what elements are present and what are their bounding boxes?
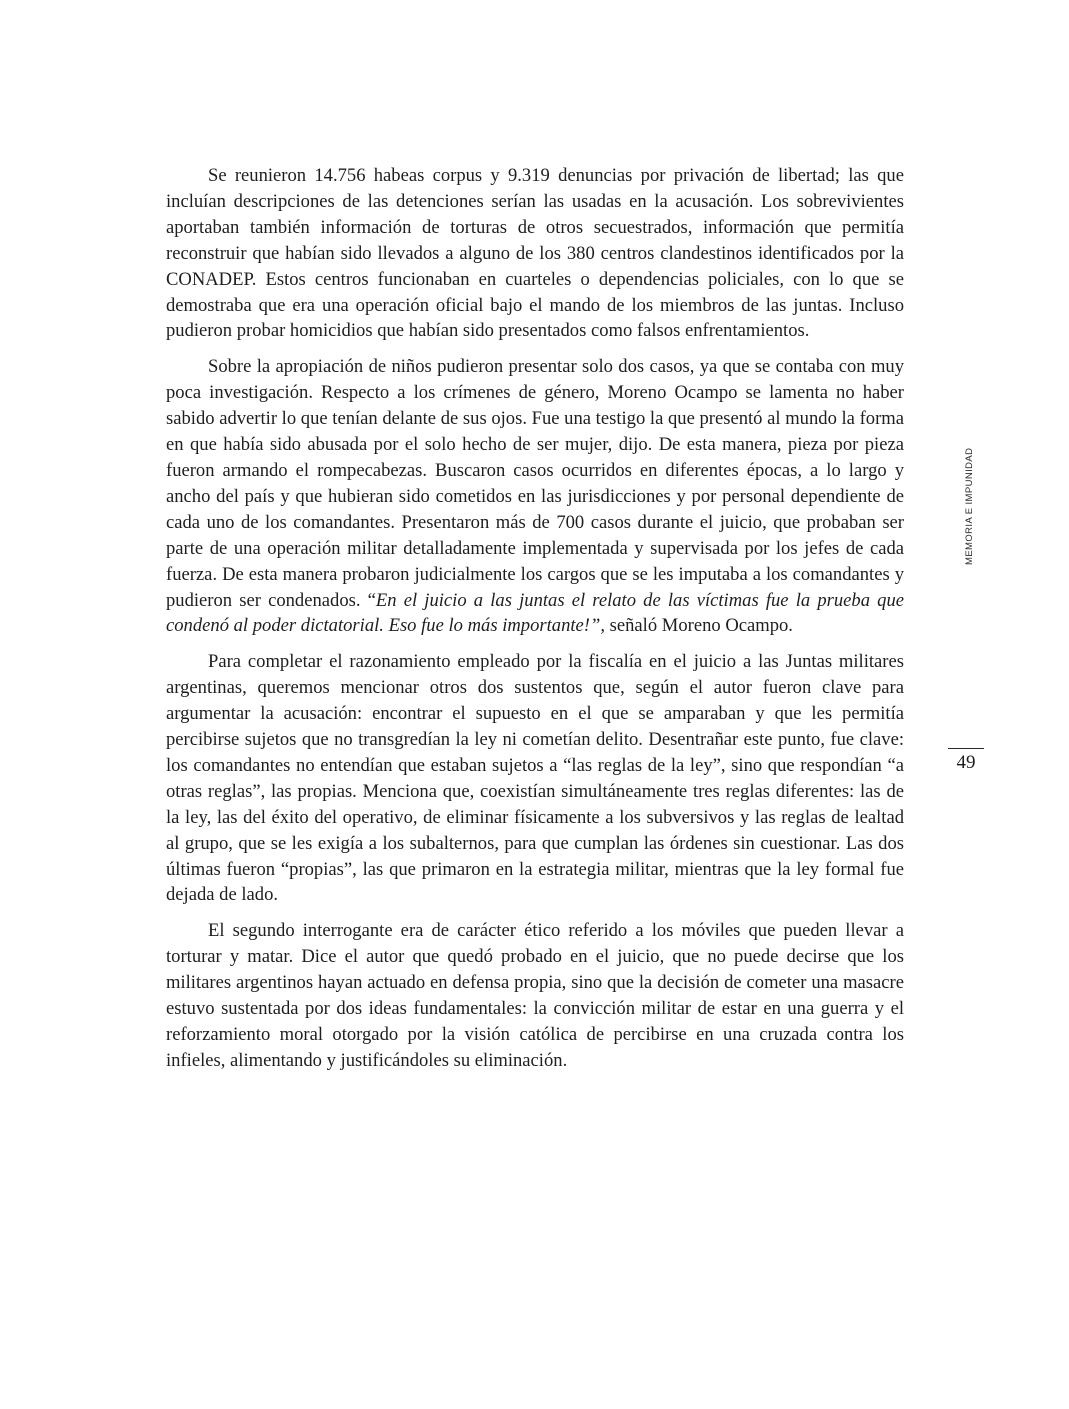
paragraph-2-quote: En el juicio a las juntas el relato de las víctimas fue la prueba que condenó al poder dictatorial. Eso fue lo más importante!”, (166, 589, 904, 637)
paragraph-3-text: Para completar el razonamiento empleado por la fiscalía en el juicio a las Juntas militares argentinas, queremos mencionar otros dos sustentos que, según el autor fueron clave para argumentar la acusación: encontrar el supuesto en el que se amparaban y que les permitía percibirse sujetos que no transgredían la ley ni cometían delito. Desentrañar este punto, fue clave: los comandantes no entendían que estaban sujetos a “las reglas de la ley”, sino que respondían “a otras reglas”, las propias. Menciona que, coexistían simultáneamente tres reglas diferentes: las de la ley, las del éxito del operativo, de eliminar físicamente a los subversivos y las reglas de lealtad al grupo, que se les exigía a los subalternos, para que cumplan las órdenes sin cuestionar. Las dos últimas fueron “propias”, las que primaron en la estrategia militar, mientras que la ley formal fue dejada de lado. (166, 651, 904, 906)
paragraph-2 (166, 354, 904, 639)
body-text (166, 163, 904, 1074)
paragraph-1-text: Se reunieron 14.756 habeas corpus y 9.319 denuncias por privación de libertad; las que incluían descripciones de las detenciones serían las usadas en la acusación. Los sobrevivientes aportaban también información de torturas de otros secuestrados, información que permitía reconstruir que habían sido llevados a alguno de los 380 centros clandestinos identificados por la CONADEP. Estos centros funcionaban en cuarteles o dependencias policiales, con lo que se demostraba que era una operación oficial bajo el mando de los miembros de las juntas. Incluso pudieron probar homicidios que habían sido presentados como falsos enfrentamientos. (166, 165, 904, 342)
paragraph-2-after: señaló Moreno Ocampo. (605, 615, 793, 637)
page-number-rule (948, 748, 984, 749)
paragraph-4-text: El segundo interrogante era de carácter ético referido a los móviles que pueden llevar a torturar y matar. Dice el autor que quedó probado en el juicio, que no puede decirse que los militares argentinos hayan actuado en defensa propia, sino que la decisión de cometer una masacre estuvo sustentada por dos ideas fundamentales: la convicción militar de estar en una guerra y el reforzamiento moral otorgado por la visión católica de percibirse en una cruzada contra los infieles, alimentando y justificándoles su eliminación. (166, 920, 904, 1071)
paragraph-4 (166, 918, 904, 1073)
page-number: 49 (956, 752, 976, 773)
paragraph-1 (166, 163, 904, 344)
paragraph-3 (166, 649, 904, 908)
paragraph-2-text: Sobre la apropiación de niños pudieron presentar solo dos casos, ya que se contaba con muy poca investigación. Respecto a los crímenes de género, Moreno Ocampo se lamenta no haber sabido advertir lo que tenían delante de sus ojos. Fue una testigo la que presentó al mundo la forma en que había sido abusada por el solo hecho de ser mujer, dijo. De esta manera, pieza por pieza fueron armando el rompecabezas. Buscaron casos ocurridos en diferentes épocas, a lo largo y ancho del país y que hubieran sido cometidos en las jurisdicciones y por personal dependiente de cada uno de los comandantes. Presentaron más de 700 casos durante el juicio, que probaban ser parte de una operación militar detalladamente implementada y supervisada por los jefes de cada fuerza. De esta manera probaron judicialmente los cargos que se les imputaba a los comandantes y pudieron ser condenados. “ (166, 356, 904, 611)
running-head: MEMORIA E IMPUNIDAD (964, 447, 975, 565)
